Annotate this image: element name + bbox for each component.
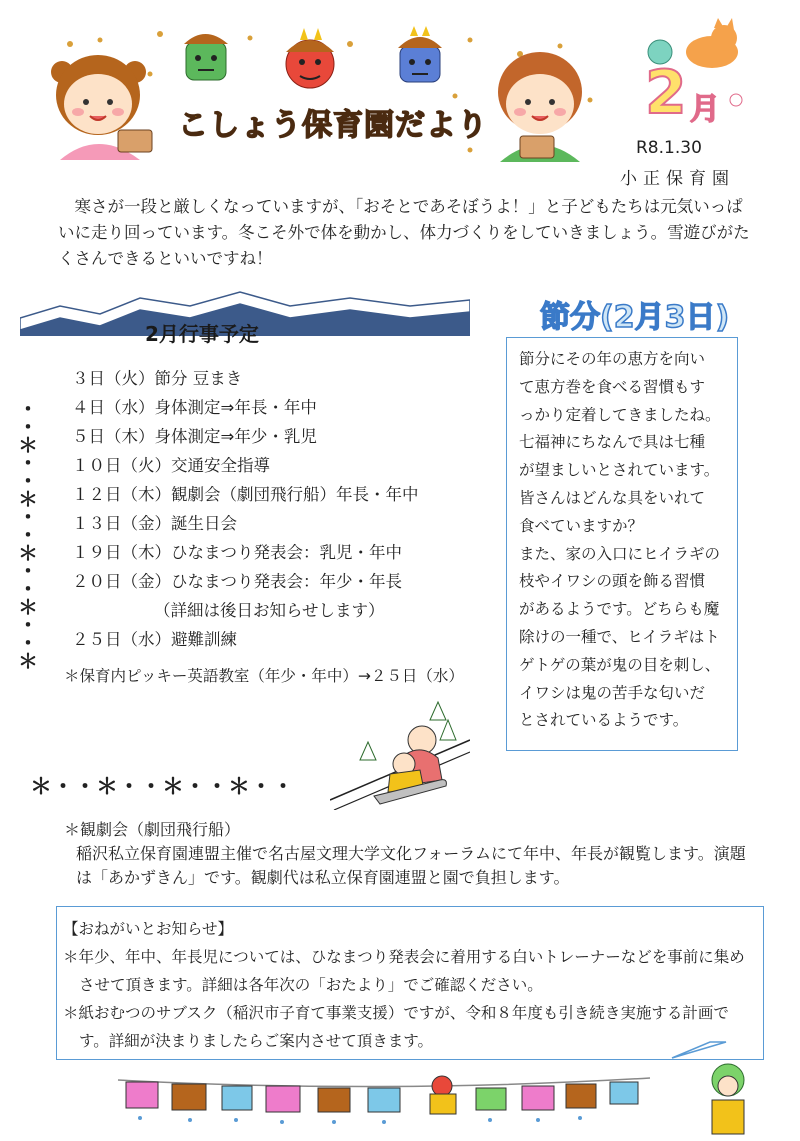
boy-illustration (498, 52, 582, 162)
schedule-item-note: （詳細は後日お知らせします） (154, 601, 385, 620)
setsubun-line: また、家の入口にヒイラギの (519, 544, 721, 563)
schedule-item: ２０日（金）ひなまつり発表会：年少・年長 (72, 572, 402, 591)
setsubun-line: ゲトゲの葉が鬼の目を刺し、 (519, 655, 721, 674)
setsubun-line: 枝やイワシの頭を飾る習慣 (519, 572, 706, 591)
asterisk-dot-row: ＊・・＊・・＊・・＊・・ (30, 775, 295, 800)
schedule-item: １９日（木）ひなまつり発表会：乳児・年中 (72, 543, 402, 562)
theater-body: 稲沢私立保育園連盟主催で名古屋文理大学文化フォーラムにて年中、年長が観覧します。演題は「あかずきん」です。観劇代は私立保育園連盟と園で負担します。 (76, 844, 746, 887)
setsubun-line: 食べていますか？ (519, 516, 644, 535)
notice-item: ＊紙おむつのサブスク（稲沢市子育て事業支援）ですが、令和８年度も引き続き実施する計画です。詳細が決まりましたらご案内させて頂きます。 (63, 1004, 729, 1050)
blue-oni-icon (398, 26, 442, 82)
theater-section (64, 818, 754, 890)
schedule-item: ２５日（水）避難訓練 (72, 630, 237, 649)
schedule-item: １０日（火）交通安全指導 (72, 456, 270, 475)
intro-paragraph: 寒さが一段と厳しくなっていますが、「おそとであそぼうよ！」と子どもたちは元気いっぱいに走り回っています。冬こそ外で体を動かし、体力づくりをしていきましょう。雪遊びがたくさんできるといいですね！ (58, 197, 750, 268)
setsubun-line: て恵方巻を食べる習慣もす (519, 377, 706, 396)
setsubun-line: とされているようです。 (519, 711, 689, 730)
english-class-note: ＊保育内ピッキー英語教室（年少・年中）→２５日（水） (64, 667, 464, 685)
setsubun-line: 七福神にちなんで具は七種 (519, 433, 706, 452)
setsubun-title: 節分(2月3日) (540, 300, 730, 335)
schedule-title: 2月行事予定 (145, 322, 259, 346)
setsubun-box (506, 337, 738, 751)
sledding-kids-illustration (330, 700, 470, 810)
schedule-item: ３日（火）節分 豆まき (72, 369, 243, 388)
setsubun-line: が望ましいとされています。 (519, 461, 720, 480)
schedule-item: ５日（木）身体測定⇒年少・乳児 (72, 427, 317, 446)
notice-heading: 【おねがいとお知らせ】 (63, 920, 234, 938)
schedule-item: ４日（水）身体測定⇒年長・年中 (72, 398, 317, 417)
schedule-item: １２日（木）観劇会（劇団飛行船）年長・年中 (72, 485, 419, 504)
school-name: 小正保育園 (620, 169, 735, 189)
setsubun-line: イワシは鬼の苦手な匂いだ (519, 683, 706, 702)
schedule-item: １３日（金）誕生日会 (72, 514, 237, 533)
notice-box (56, 906, 764, 1060)
schedule-list (72, 364, 419, 654)
asterisk-dot-decoration: ・ ・ ＊ ・ ・ ＊ ・ ・ ＊ ・ ・ ＊ ・ ・ ＊ (18, 397, 38, 673)
theater-heading: ＊観劇会（劇団飛行船） (64, 820, 241, 839)
green-oni-icon (184, 34, 228, 80)
setsubun-line: 節分にその年の恵方を向い (519, 350, 706, 368)
laundry-line-illustration (0, 1060, 800, 1141)
setsubun-line: 皆さんはどんな具をいれて (519, 488, 706, 507)
newsletter-title: こしょう保育園だより (178, 108, 488, 143)
issue-date: R8.1.30 (636, 138, 702, 158)
red-oni-icon (286, 28, 334, 88)
month-number: 2 (645, 58, 687, 128)
notice-item: ＊年少、年中、年長児については、ひなまつり発表会に着用する白いトレーナーなどを事前に集めさせて頂きます。詳細は各年次の「おたより」でご確認ください。 (63, 948, 745, 994)
setsubun-line: があるようです。どちらも魔 (519, 600, 720, 619)
girl-illustration (51, 55, 152, 160)
setsubun-line: っかり定着してきましたね。 (519, 405, 721, 424)
month-unit: 月 (690, 92, 720, 127)
setsubun-line: 除けの一種で、ヒイラギはト (519, 627, 720, 646)
